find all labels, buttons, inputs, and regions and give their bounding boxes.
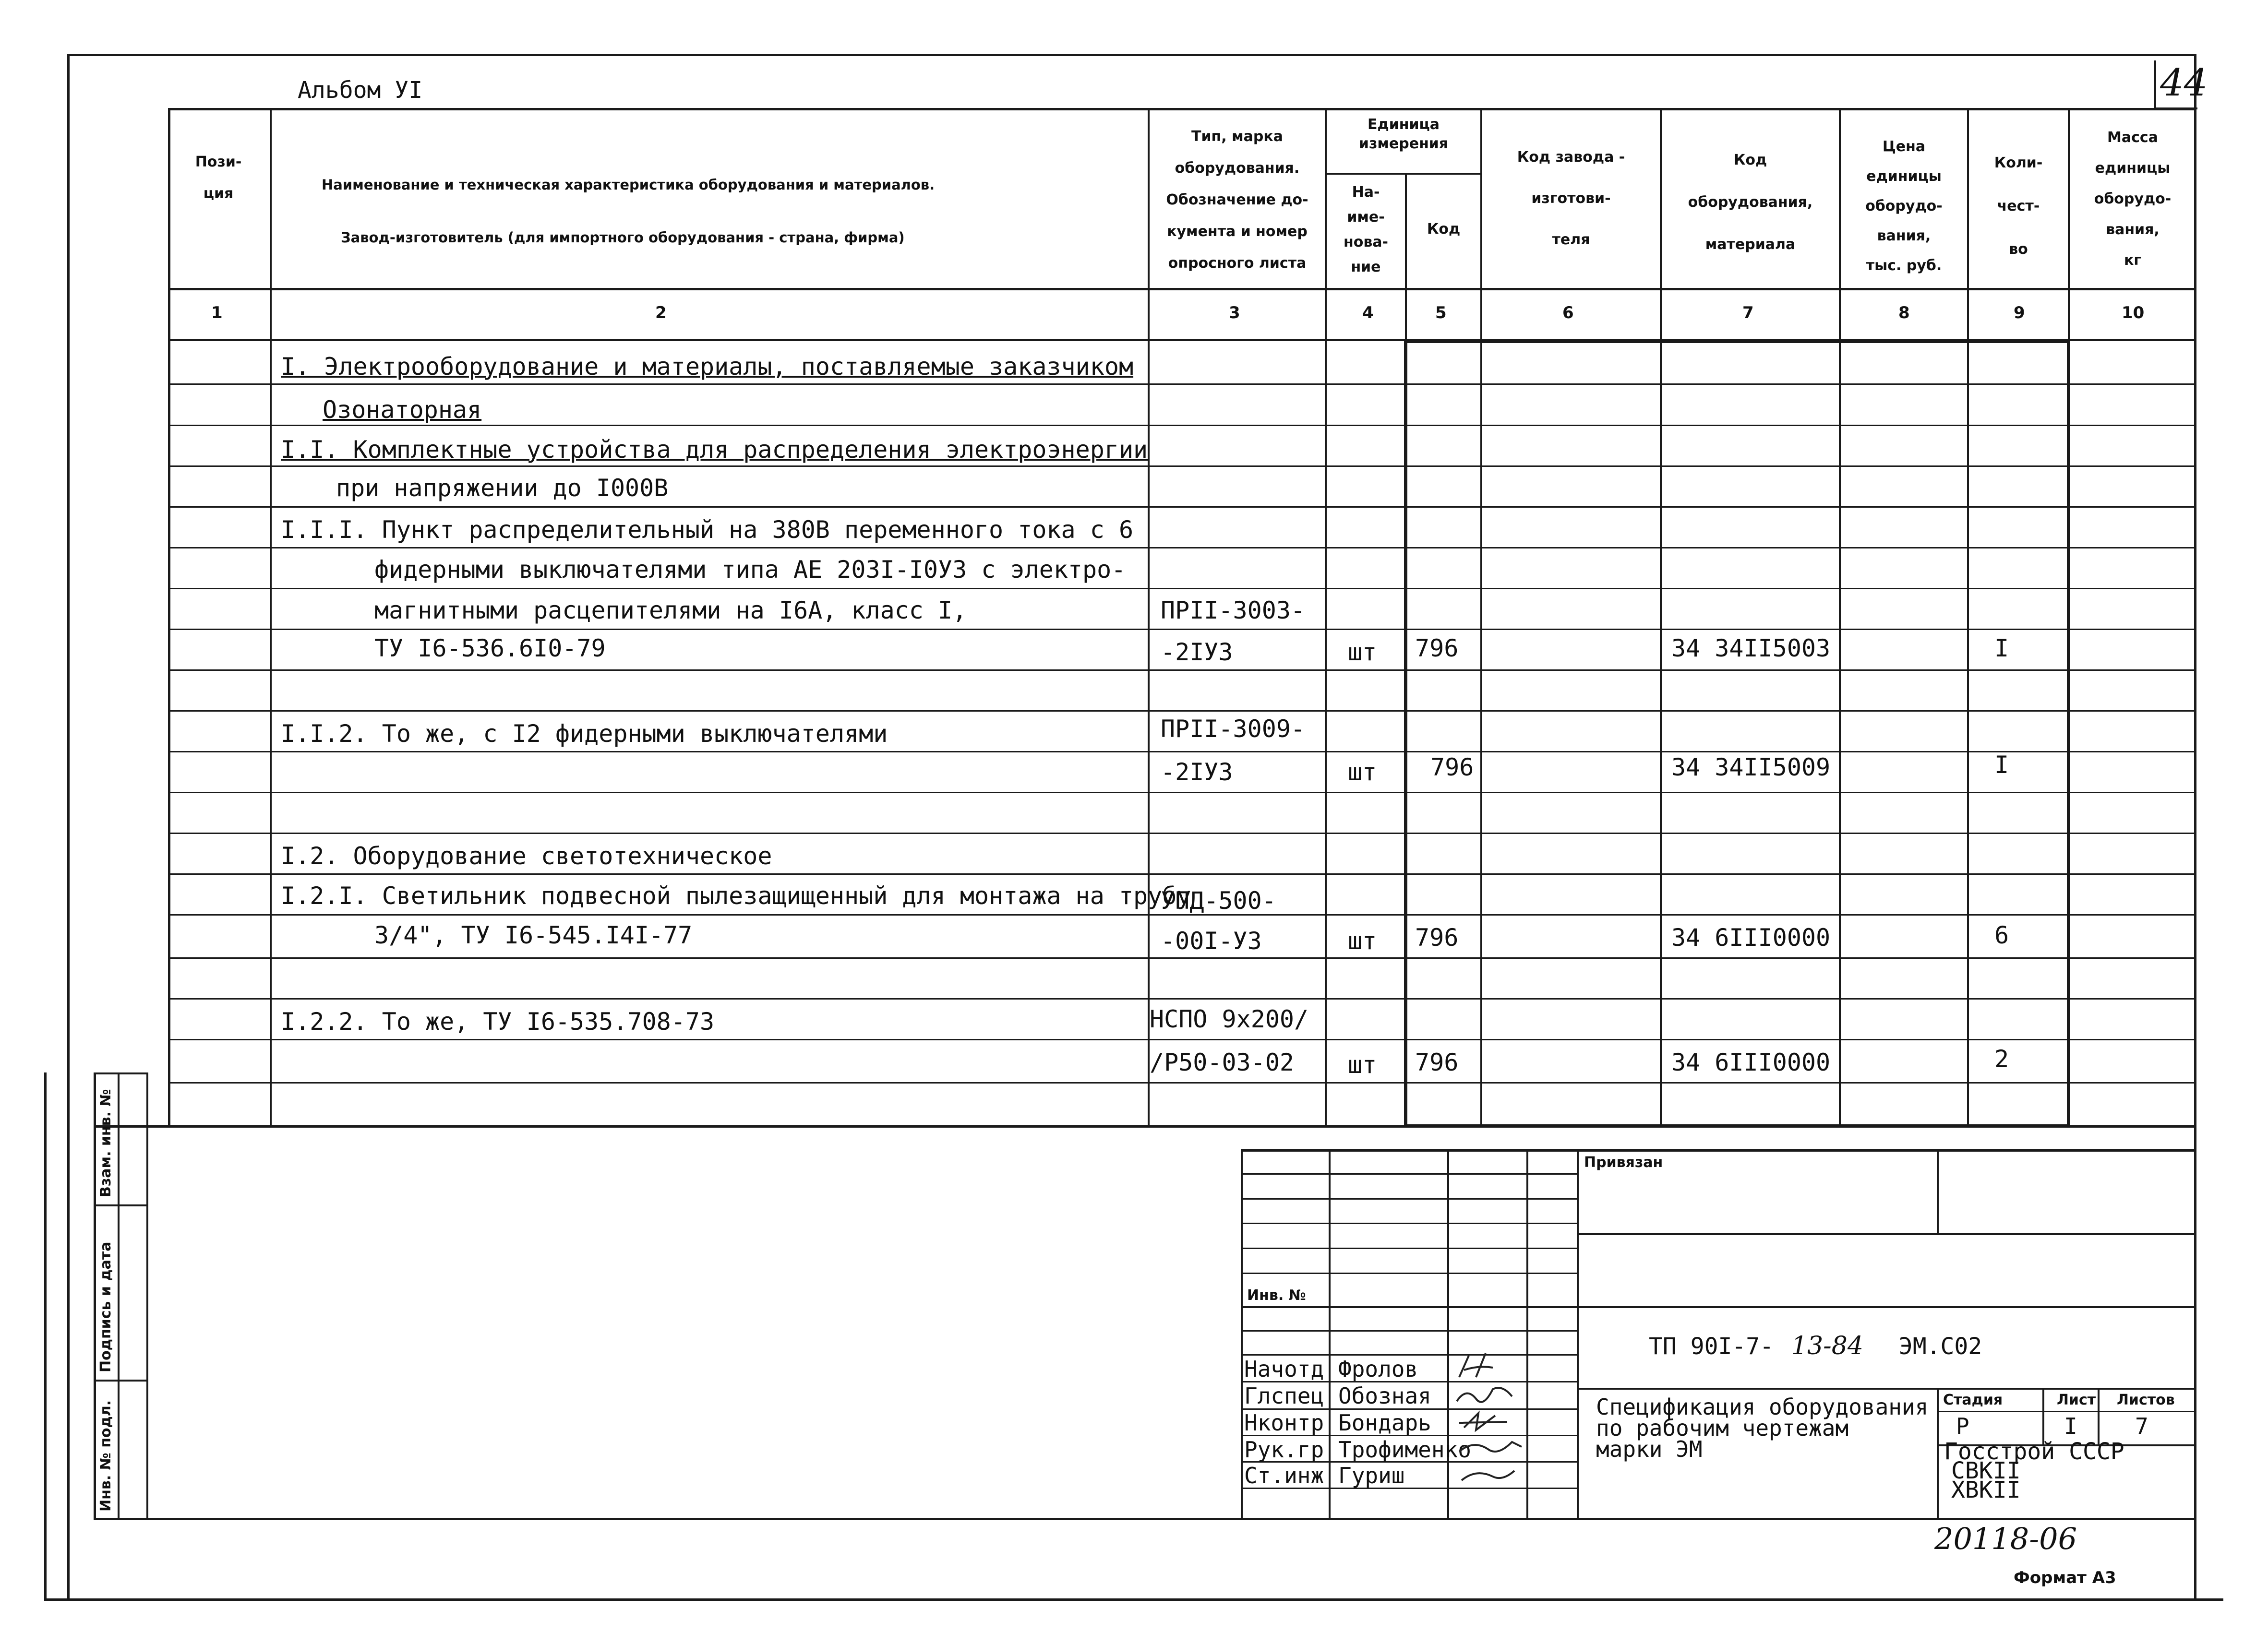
row-type: ПРII-3009- [1161, 715, 1306, 743]
row-type: /Р50-03-02 [1150, 1048, 1295, 1076]
signature-name: Гуриш [1338, 1463, 1405, 1489]
header-col7: Код оборудования, материала [1688, 152, 1813, 253]
stamp-privyazan: Привязан [1584, 1154, 1663, 1171]
stamp-stage: Р [1956, 1413, 1969, 1439]
stamp-title: Спецификация оборудования по рабочим чертежам марки ЭМ [1596, 1394, 1929, 1462]
signature-role: Начотд [1244, 1356, 1324, 1382]
header-col9: Коли- чест- во [1994, 155, 2043, 258]
row-unit-code: 796 [1415, 634, 1459, 662]
header-row-divider [168, 288, 2196, 290]
row-unit-code: 796 [1430, 753, 1474, 781]
col-div-1 [270, 108, 272, 1128]
header-col5: Код [1427, 221, 1461, 238]
stamp-sheet-label: Лист [2057, 1392, 2096, 1408]
side-strip-right [146, 1072, 148, 1519]
row-type: ПРII-3003- [1161, 596, 1306, 624]
outer-frame-bottom [44, 1598, 2223, 1601]
inner-frame-left [168, 108, 170, 1128]
stamp-doc-code-hand: 13-84 [1791, 1332, 1863, 1360]
signature-role: Нконтр [1244, 1410, 1324, 1436]
header-col3: Тип, марка оборудования. Обозначение до- кумента и номер опросного листа [1166, 128, 1308, 272]
table-row: I.2.2. То же, ТУ I6-535.708-73 [281, 1008, 715, 1036]
stamp-top [1241, 1149, 2196, 1152]
stamp-sheets-label: Листов [2117, 1392, 2175, 1408]
page-number-box-left [2154, 60, 2156, 108]
signature-role: Глспец [1244, 1383, 1324, 1409]
table-row: I.I.2. То же, с I2 фидерными выключателями [281, 720, 888, 748]
thick-box-top [1405, 340, 2070, 343]
signature-role: Ст.инж [1244, 1463, 1324, 1489]
row-qty: 2 [1994, 1045, 2009, 1073]
col-number-10: 10 [2122, 303, 2145, 322]
table-row: I.I.I. Пункт распределительный на 380В переменного тока с 6 [281, 516, 1134, 544]
signature-name: Трофименко [1338, 1437, 1471, 1463]
col-div-5 [1480, 108, 1482, 1128]
outer-frame-top [67, 54, 2196, 56]
row-unit: шт [1348, 638, 1377, 666]
stamp-left [1241, 1149, 1243, 1519]
page-number: 44 [2160, 61, 2208, 105]
row-type: -00I-УЗ [1161, 927, 1262, 955]
header-unit-group: Единица измерения [1358, 116, 1449, 152]
header-col10: Масса единицы оборудо- вания, кг [2094, 129, 2172, 269]
header-col6: Код завода - изготови- теля [1517, 149, 1625, 248]
signature-role: Рук.гр [1244, 1437, 1324, 1463]
row-unit-code: 796 [1415, 1048, 1459, 1076]
side-strip-top [94, 1072, 96, 1519]
header-col4: На- име- нова- ние [1343, 184, 1389, 275]
col-number-9: 9 [2014, 303, 2025, 322]
stamp-sheets: 7 [2135, 1413, 2148, 1439]
table-row: I.I. Комплектные устройства для распределения электроэнергии [281, 436, 1148, 464]
table-row: Озонаторная [323, 396, 482, 424]
row-equip-code: 34 34II5003 [1671, 634, 1831, 662]
row-qty: 6 [1994, 921, 2009, 949]
stamp-doc-code: ТП 90I-7- 13-84 ЭМ.С02 [1649, 1332, 1982, 1360]
row-qty: I [1994, 751, 2009, 779]
row-unit: шт [1348, 927, 1377, 955]
row-type: НСПО 9х200/ [1150, 1005, 1309, 1033]
page-number-box-bottom [2154, 107, 2197, 109]
col-number-6: 6 [1562, 303, 1574, 322]
stamp-inv-no: Инв. № [1247, 1287, 1306, 1304]
table-row: ТУ I6-536.6I0-79 [374, 634, 606, 662]
row-equip-code: 34 34II5009 [1671, 753, 1831, 781]
signature-name: Обозная [1338, 1383, 1431, 1409]
row-unit-code: 796 [1415, 924, 1459, 952]
header-col2: Наименование и техническая характеристика оборудования и материалов. Завод-изготовитель (для импортного оборудования - страна, фирма) [322, 177, 935, 246]
side-label-podpis: Подпись и дата [97, 1241, 114, 1372]
unit-group-divider [1325, 173, 1481, 175]
archive-number: 20118-06 [1934, 1521, 2077, 1556]
format-label: Формат А3 [2014, 1568, 2116, 1587]
col-number-5: 5 [1435, 303, 1447, 322]
row-equip-code: 34 6III0000 [1671, 924, 1831, 952]
header-col1: Пози- ция [195, 154, 242, 202]
signature-name: Бондарь [1338, 1410, 1431, 1436]
signature-scribbles [1450, 1351, 1531, 1495]
table-row: фидерными выключателями типа АЕ 203I-I0УЗ с электро- [374, 556, 1126, 584]
table-row: при напряжении до I000В [336, 474, 669, 502]
table-row: I.2. Оборудование светотехническое [281, 842, 772, 870]
col-number-1: 1 [211, 303, 223, 322]
signature-name: Фролов [1338, 1356, 1418, 1382]
stamp-org: Госстрой СССР СВКII ХВКII [1944, 1438, 2124, 1503]
album-label: Альбом УI [298, 77, 423, 104]
side-label-inv-podl: Инв. № подл. [97, 1400, 114, 1512]
col-number-8: 8 [1898, 303, 1910, 322]
row-type: -2IУЗ [1161, 758, 1233, 786]
row-equip-code: 34 6III0000 [1671, 1048, 1831, 1076]
row-type: УПД-500- [1161, 887, 1276, 915]
table-row: I. Электрооборудование и материалы, поставляемые заказчиком [281, 353, 1134, 381]
outer-frame-left [67, 54, 70, 1601]
col-number-3: 3 [1229, 303, 1240, 322]
row-qty: I [1994, 634, 2009, 662]
col-number-2: 2 [655, 303, 667, 322]
stamp-stage-label: Стадия [1943, 1392, 2003, 1408]
col-number-7: 7 [1742, 303, 1754, 322]
header-col8: Цена единицы оборудо- вания, тыс. руб. [1865, 138, 1943, 274]
table-row: I.2.I. Светильник подвесной пылезащищенный для монтажа на трубу [281, 882, 1191, 910]
row-type: -2IУЗ [1161, 638, 1233, 666]
row-unit: шт [1348, 1051, 1377, 1079]
table-row: 3/4", ТУ I6-545.I4I-77 [374, 921, 693, 949]
stamp-sheet: I [2064, 1413, 2077, 1439]
thick-box-right [2067, 340, 2070, 1127]
thick-box-left [1404, 340, 1407, 1127]
inner-frame-bottom [94, 1518, 2196, 1520]
row-unit: шт [1348, 758, 1377, 786]
side-strip-mid [118, 1072, 120, 1519]
col-number-4: 4 [1362, 303, 1374, 322]
inner-frame-top [168, 108, 2196, 110]
outer-left-strip [44, 1072, 47, 1600]
table-row: магнитными расцепителями на I6А, класс I, [374, 596, 967, 624]
side-label-vzam: Взам. инв. № [97, 1089, 114, 1197]
inner-frame-right [2194, 108, 2196, 1600]
